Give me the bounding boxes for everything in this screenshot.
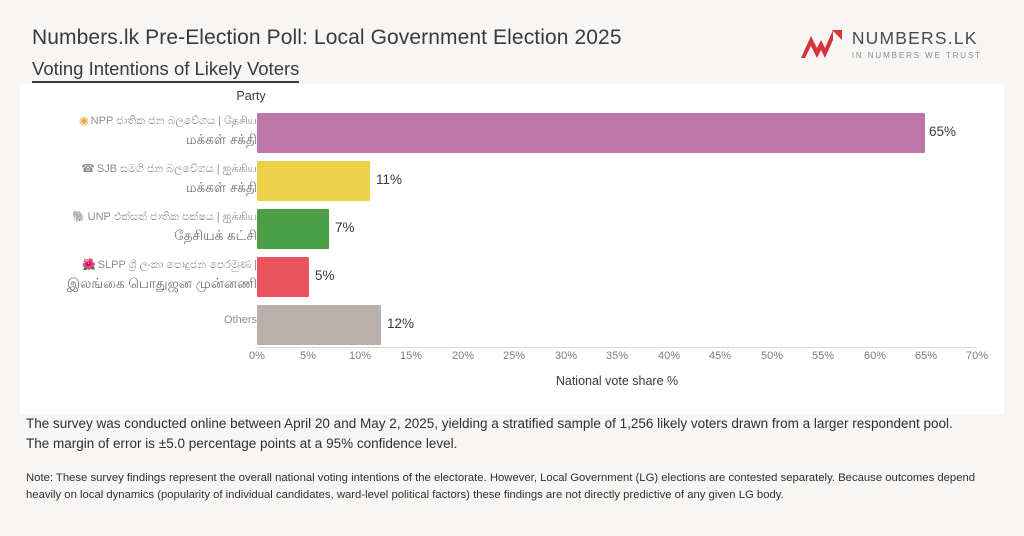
bar-label-sjb: ☎ SJB සමගි ජන බලවේගය | ஐக்கிய மக்கள் சக்தி (81, 163, 257, 195)
bar-others (257, 305, 381, 345)
x-tick-3: 15% (399, 350, 423, 362)
brand-text (852, 30, 982, 60)
survey-summary-text: The survey was conducted online between April 20 and May 2, 2025, yielding a stratified sample of 1,256 likely voters drawn from a larger respondent pool. The margin of error is ±5.0 percentage points at a 95% confidence level. (26, 416, 953, 452)
x-tick-9: 45% (708, 350, 732, 362)
bar-row-others (20, 302, 1004, 348)
sjb-symbol-icon: ☎ (81, 163, 95, 175)
x-tick-11: 55% (811, 350, 835, 362)
bar-slpp (257, 257, 309, 297)
x-tick-12: 60% (863, 350, 887, 362)
bar-chart-plot (20, 110, 1004, 414)
x-axis-line (257, 347, 977, 348)
bar-row-sjb (20, 158, 1004, 206)
x-tick-8: 40% (657, 350, 681, 362)
numbers-lk-logo-icon (799, 28, 843, 62)
page-subtitle: Voting Intentions of Likely Voters (32, 58, 299, 83)
brand-tagline: IN NUMBERS WE TRUST (851, 50, 982, 60)
bar-row-unp (20, 206, 1004, 254)
bar-value-others: 12% (387, 316, 415, 331)
bar-value-sjb: 11% (376, 172, 403, 187)
x-tick-10: 50% (760, 350, 784, 362)
x-tick-1: 5% (300, 350, 316, 362)
slpp-symbol-icon: 🌺 (81, 259, 96, 271)
x-tick-13: 65% (914, 350, 938, 362)
brand-logo-block (799, 28, 982, 62)
x-tick-14: 70% (965, 350, 989, 362)
bar-label-npp: ◉ NPP ජාතික ජන බලවේගය | தேசிய மக்கள் சக்தி (79, 115, 257, 147)
survey-note-text: Note: These survey findings represent the overall national voting intentions of the electorate. However, Local Government (LG) elections are contested separately. Because outcomes depend heavily on local dynamics (popularity of individual candidates, ward-level political factors) these findings are not directly predictive of any given LG body. (26, 472, 976, 501)
x-tick-0: 0% (249, 350, 265, 362)
bar-label-unp: 🐘 UNP එක්සත් ජාතික පක්ෂය | ஐக்கிய தேசியக் கட்சி (71, 211, 257, 243)
x-tick-7: 35% (605, 350, 629, 362)
brand-name: NUMBERS.LK (851, 28, 978, 49)
bar-value-unp: 7% (335, 220, 355, 235)
x-tick-2: 10% (348, 350, 372, 362)
bar-value-slpp: 5% (315, 268, 335, 283)
bar-sjb (257, 161, 370, 201)
x-tick-5: 25% (502, 350, 526, 362)
bar-label-slpp: 🌺 SLPP ශ්‍රී ලංකා පොදුජන පෙරමුණ | இலங்கை பொதுஜன முன்னணி (67, 259, 257, 291)
bar-label-others: Others (223, 314, 257, 326)
header (0, 0, 1024, 86)
x-tick-6: 30% (554, 350, 578, 362)
bar-npp (257, 113, 925, 153)
unp-symbol-icon: 🐘 (71, 211, 86, 223)
bar-unp (257, 209, 329, 249)
bar-row-npp (20, 110, 1004, 158)
page-title: Numbers.lk Pre-Election Poll: Local Government Election 2025 (32, 26, 622, 49)
bar-value-npp: 65% (929, 124, 957, 139)
party-column-header: Party (236, 89, 266, 103)
x-tick-4: 20% (451, 350, 475, 362)
chart-card (20, 84, 1004, 414)
npp-symbol-icon: ◉ (79, 115, 89, 127)
bar-row-slpp (20, 254, 1004, 302)
x-axis-title: National vote share % (555, 374, 679, 388)
